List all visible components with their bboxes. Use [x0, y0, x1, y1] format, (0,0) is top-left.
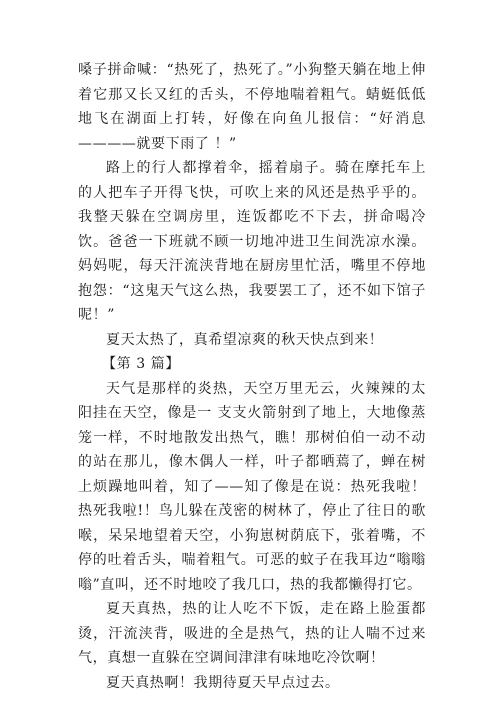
document-body: [78, 58, 426, 695]
paragraph-2: 路上的行人都撑着伞，摇着扇子。骑在摩托车上的人把车子开得飞快，可吹上来的风还是热乎乎的。我整天躲在空调房里，连饭都吃不下去，拼命喝冷饮。爸爸一下班就不顾一切地冲进卫生间洗凉水澡。妈妈呢，每天汗流浃背地在厨房里忙活，嘴里不停地抱怨：“这鬼天气这么热，我要罢工了，还不如下馆子呢！”: [78, 160, 426, 323]
paragraph-3: 夏天太热了，真希望凉爽的秋天快点到来！: [106, 331, 384, 348]
paragraph-4: 天气是那样的炎热，天空万里无云，火辣辣的太阳挂在天空，像是一 支支火箭射到了地上，大地像蒸笼一样，不时地散发出热气，瞧！那树伯伯一动不动的站在那儿，像木偶人一样，叶子都晒蔫了，蝉在树上烦躁地叫着，知了——知了像是在说：热死我啦！热死我啦!！鸟儿躲在茂密的树林了，停止了往日的歌喉，呆呆地望着天空，小狗崽树荫底下，张着嘴，不停的吐着舌头，喘着粗气。可恶的蚊子在我耳边“嗡嗡嗡”直叫，还不时地咬了我几口，热的我都懒得打它。: [78, 380, 426, 593]
paragraph-1: 嗓子拼命喊：“热死了，热死了。”小狗整天躺在地上伸着它那又长又红的舌头，不停地喘着粗气。蜻蜓低低地飞在湖面上打转，好像在向鱼儿报信：“好消息————就要下雨了 ！”: [78, 62, 426, 152]
paragraph-5: 夏天真热，热的让人吃不下饭，走在路上脸蛋都烫，汗流浃背，吸进的全是热气，热的让人喘不过来气，真想一直躲在空调间津津有味地吃冷饮啊！: [78, 601, 426, 666]
paragraph-6: 夏天真热啊！我期待夏天早点过去。: [106, 674, 340, 691]
section-heading: 【第 3 篇】: [102, 356, 181, 372]
